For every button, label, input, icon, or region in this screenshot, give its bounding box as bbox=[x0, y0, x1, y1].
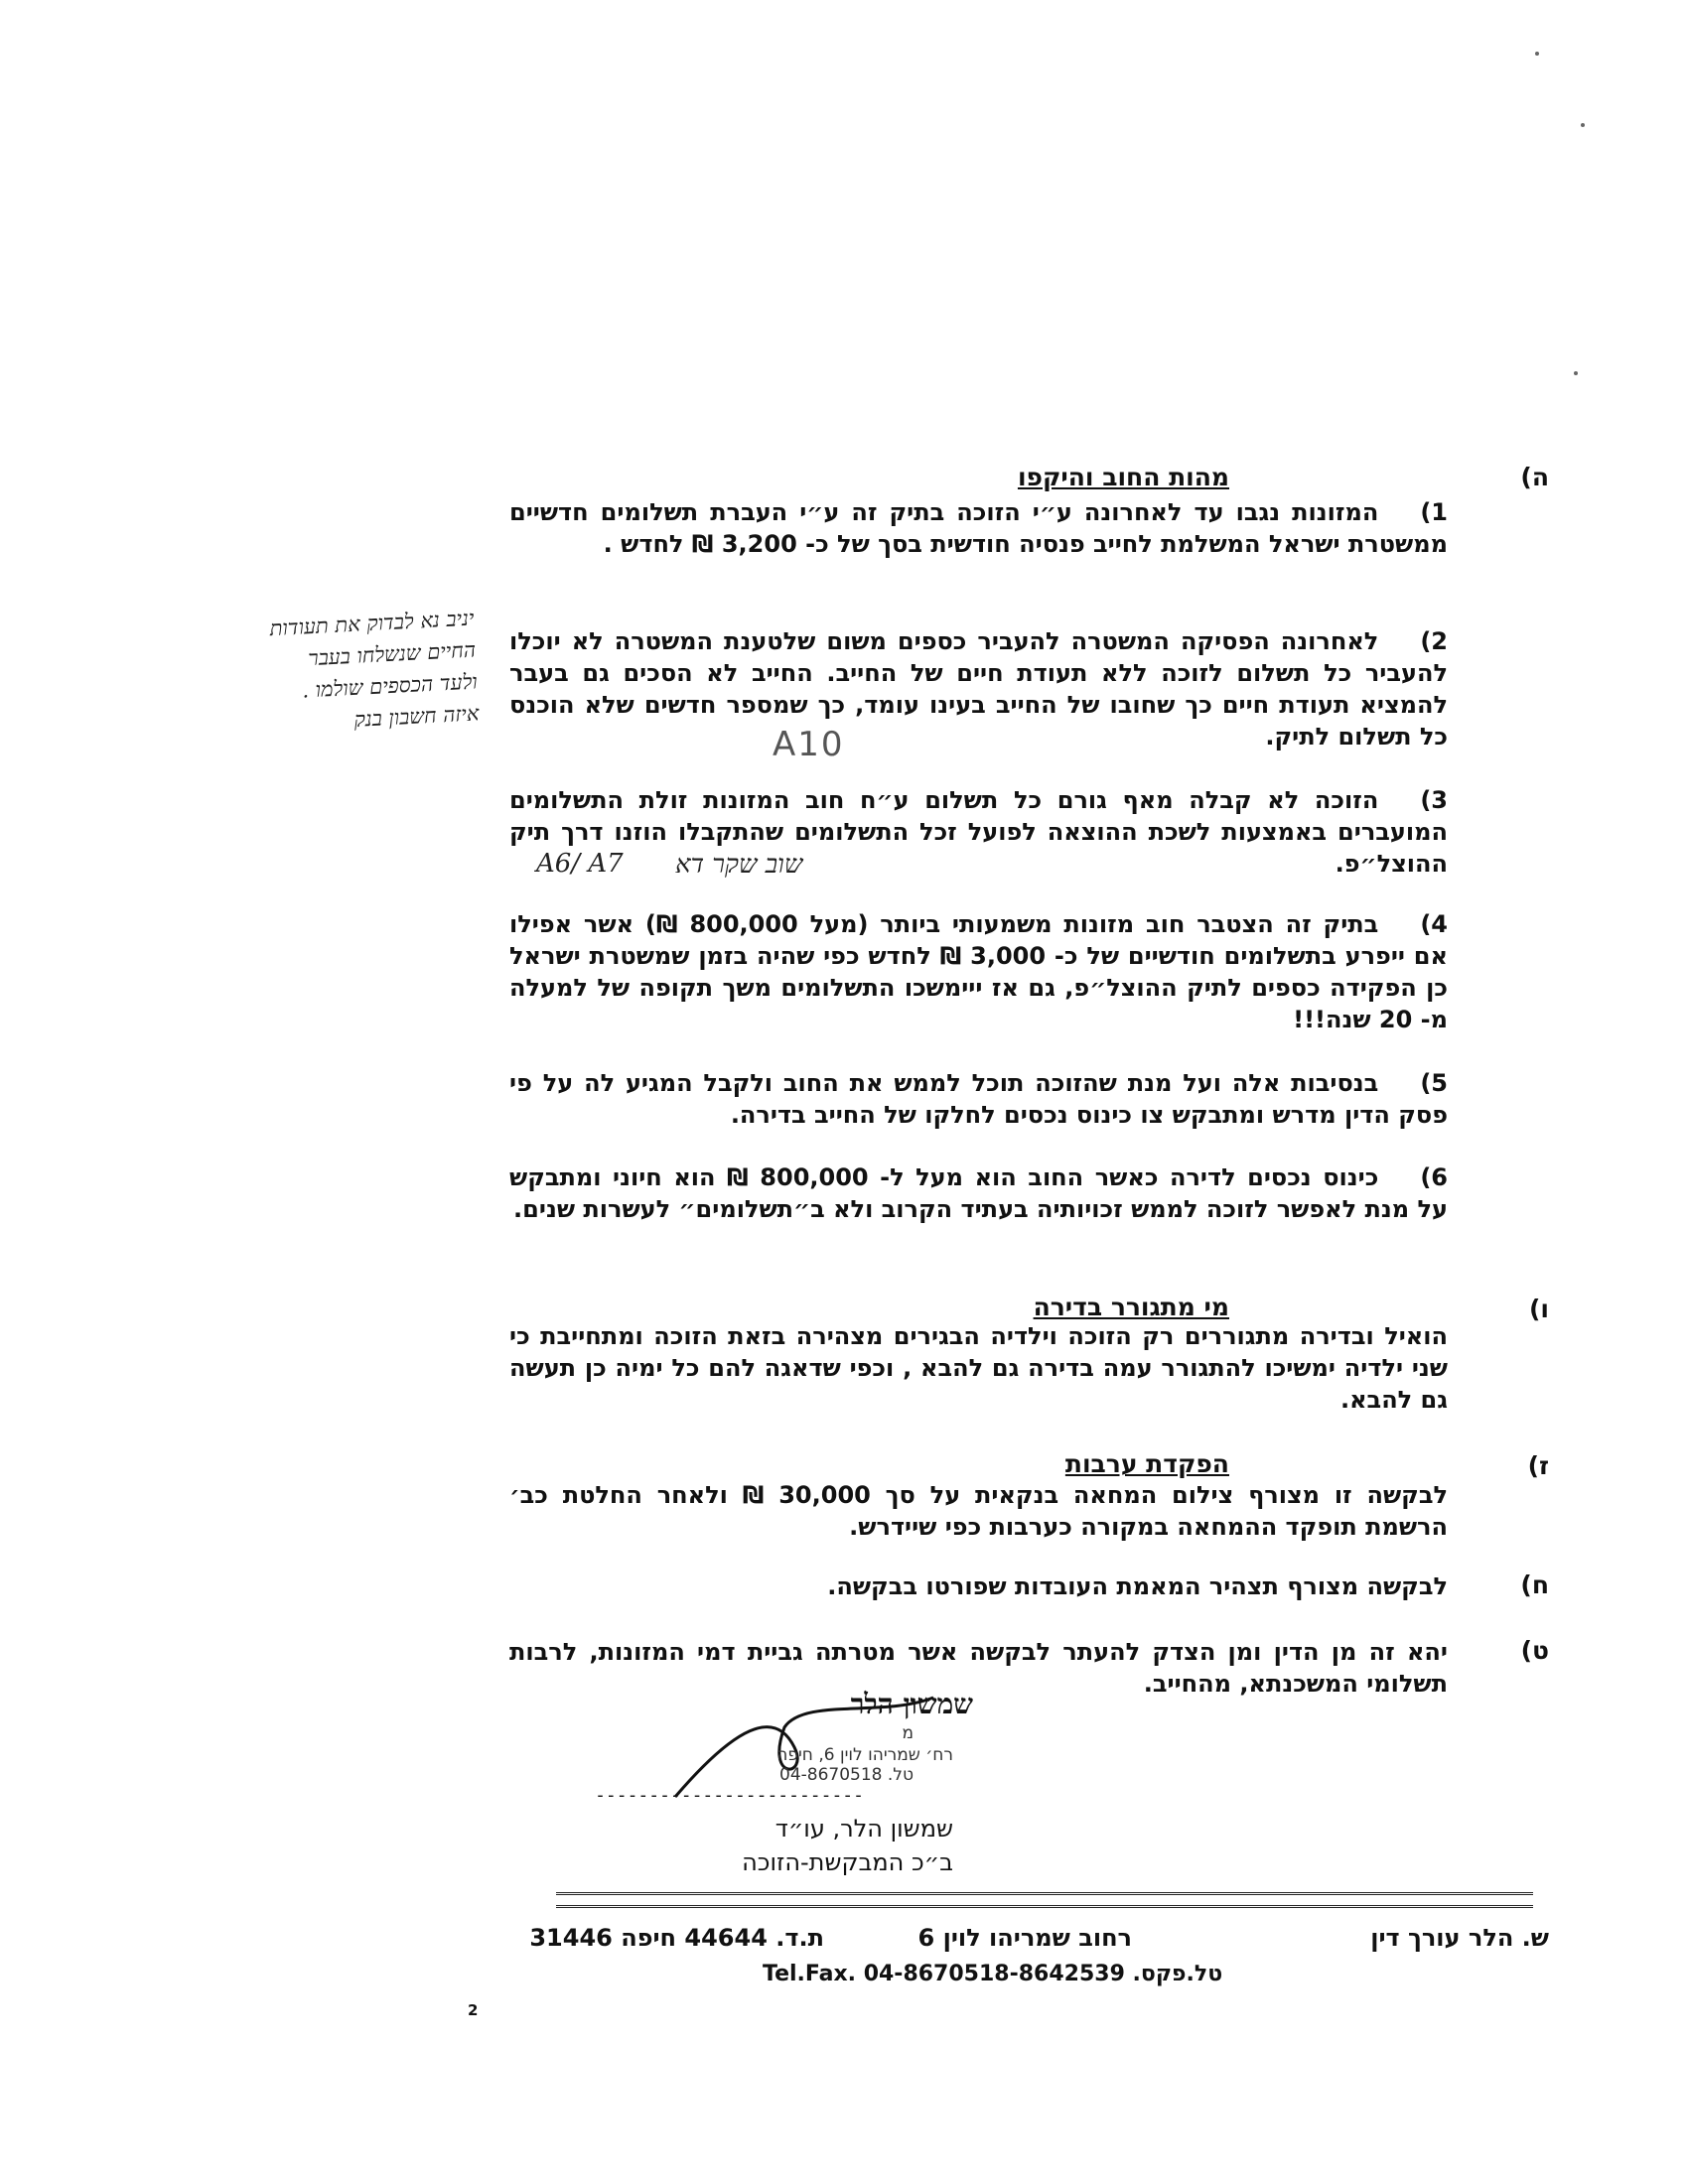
paragraph-number: 3) bbox=[1420, 786, 1448, 814]
paragraph-text: הזוכה לא קבלה מאף גורם כל תשלום ע״ח חוב המזונות זולת התשלומים המועברים באמצעות לשכת ההוצאה לפועל זכל התשלומים שהתקבלו הוזנו דרך תיק ההוצל״פ. bbox=[509, 786, 1448, 878]
section-letter-v: ו) bbox=[1528, 1295, 1549, 1323]
paragraph-z: לבקשה זו מצורף צילום המחאה בנקאית על סך 30,000 ₪ ולאחר החלטת כב׳ הרשמת תופקד ההמחאה במקורה כערבות כפי שיידרש. bbox=[509, 1481, 1448, 1541]
paragraph-text: כינוס נכסים לדירה כאשר החוב הוא מעל ל- 800,000 ₪ הוא חיוני ומתבקש על מנת לאפשר לזוכה לממש זכויותיה בעתיד הקרוב ולא ב״תשלומים״ לעשרות שנים. bbox=[509, 1163, 1448, 1223]
footer-firm: ש. הלר עורך דין bbox=[1370, 1924, 1549, 1952]
stamp-label: A10 bbox=[773, 725, 845, 764]
handwritten-scribble: שוב שקר דא bbox=[675, 850, 803, 880]
paragraph-text: לאחרונה הפסיקה המשטרה להעביר כספים משום שלטענת המשטרה לא יוכלו להעביר כל תשלום לזוכה ללא תעודת חיים של החייב. החייב לא הסכים גם בעבר להמציא תעודת חיים כך שחובו של החייב בעינו עומד, כך שמספר חדשים שלא הוכנס כל תשלום לתיק. bbox=[509, 627, 1448, 751]
footer-street: רחוב שמריהו לוין 6 bbox=[917, 1924, 1132, 1952]
scan-speck bbox=[1581, 123, 1585, 127]
paragraph-text: המזונות נגבו עד לאחרונה ע״י הזוכה בתיק זה ע״י העברת תשלומים חדשיים ממשטרת ישראל המשלמת לחייב פנסיה חודשית בסך של כ- 3,200 ₪ לחדש . bbox=[509, 498, 1448, 558]
scan-speck bbox=[1535, 52, 1539, 56]
section-title-z: הפקדת ערבות bbox=[1064, 1449, 1229, 1478]
section-title-v: מי מתגורר בדירה bbox=[1033, 1293, 1229, 1321]
paragraph-v: הואיל ובדירה מתגוררים רק הזוכה וילדיה הבגירים מצהירה בזאת הזוכה ומתחייבת כי שני ילדיה ימשיכו להתגורר עמה בדירה גם להבא , וכפי שדאגה להם כל ימיה כן תעשה גם להבא. bbox=[509, 1322, 1448, 1414]
paragraph-ch: לבקשה מצורף תצהיר המאמת העובדות שפורטו בבקשה. bbox=[827, 1572, 1448, 1600]
paragraph-h-3 bbox=[509, 784, 1448, 880]
footer-separator bbox=[556, 1892, 1533, 1908]
paragraph-number: 1) bbox=[1420, 498, 1448, 526]
paragraph-number: 5) bbox=[1420, 1069, 1448, 1097]
handwritten-margin-note: יניב נא לבדוק את תעודות החיים שנשלחו בעבר ולעד הכספים שולמו . איזה חשבון בנק bbox=[269, 606, 480, 732]
paragraph-h-6 bbox=[509, 1161, 1448, 1225]
signature-block bbox=[556, 1688, 973, 1896]
paragraph-number: 2) bbox=[1420, 627, 1448, 655]
paragraph-text: בנסיבות אלה ועל מנת שהזוכה תוכל לממש את החוב ולקבל המגיע לה על פי פסק הדין מדרש ומתבקש צו כינוס נכסים לחלקו של החייב בדירה. bbox=[509, 1069, 1448, 1129]
paragraph-number: 6) bbox=[1420, 1163, 1448, 1191]
page-number: 2 bbox=[468, 2001, 479, 2019]
section-letter-z: ז) bbox=[1527, 1451, 1549, 1480]
footer-phone: Tel.Fax. 04-8670518-8642539 .טל.פקס bbox=[763, 1962, 1223, 1986]
paragraph-t: יהא זה מן הדין ומן הצדק להעתר לבקשה אשר מטרתה גביית דמי המזונות, לרבות תשלומי המשכנתא, מהחייב. bbox=[509, 1638, 1448, 1698]
stamp-line-3: טל. 04-8670518 bbox=[779, 1765, 914, 1785]
signature-name: שמשון הלר bbox=[850, 1688, 973, 1720]
signature-line: ------------------------- bbox=[595, 1785, 864, 1806]
paragraph-h-1 bbox=[509, 496, 1448, 560]
section-letter-h: ה) bbox=[1520, 463, 1549, 491]
section-title-h: מהות החוב והיקפו bbox=[1017, 463, 1229, 491]
signature-representing: ב״כ המבקשת-הזוכה bbox=[742, 1848, 953, 1876]
paragraph-h-4 bbox=[509, 908, 1448, 1035]
paragraph-text: בתיק זה הצטבר חוב מזונות משמעותי ביותר (מעל 800,000 ₪) אשר אפילו אם ייפרע בתשלומים חודשיים של כ- 3,000 ₪ לחדש כפי שהיה בזמן שמשטרת ישראל כן הפקידה כספים לתיק ההוצל״פ, גם אז ייימשכו התשלומים משך תקופה של למעלה מ- 20 שנה!!! bbox=[509, 910, 1448, 1033]
stamp-line-2: רח׳ שמריהו לוין 6, חיפה bbox=[776, 1745, 953, 1765]
signature-lawyer: שמשון הלר, עו״ד bbox=[774, 1815, 953, 1843]
scan-speck bbox=[1574, 371, 1578, 375]
paragraph-h-5 bbox=[509, 1067, 1448, 1131]
footer-pobox: ת.ד. 44644 חיפה 31446 bbox=[529, 1924, 824, 1952]
paragraph-h-2 bbox=[509, 625, 1448, 752]
stamp-line-1: מ bbox=[902, 1723, 914, 1743]
handwritten-reference: A6/ A7 bbox=[536, 849, 624, 879]
section-letter-t: ט) bbox=[1520, 1636, 1549, 1665]
paragraph-number: 4) bbox=[1420, 910, 1448, 938]
section-letter-ch: ח) bbox=[1520, 1570, 1549, 1599]
